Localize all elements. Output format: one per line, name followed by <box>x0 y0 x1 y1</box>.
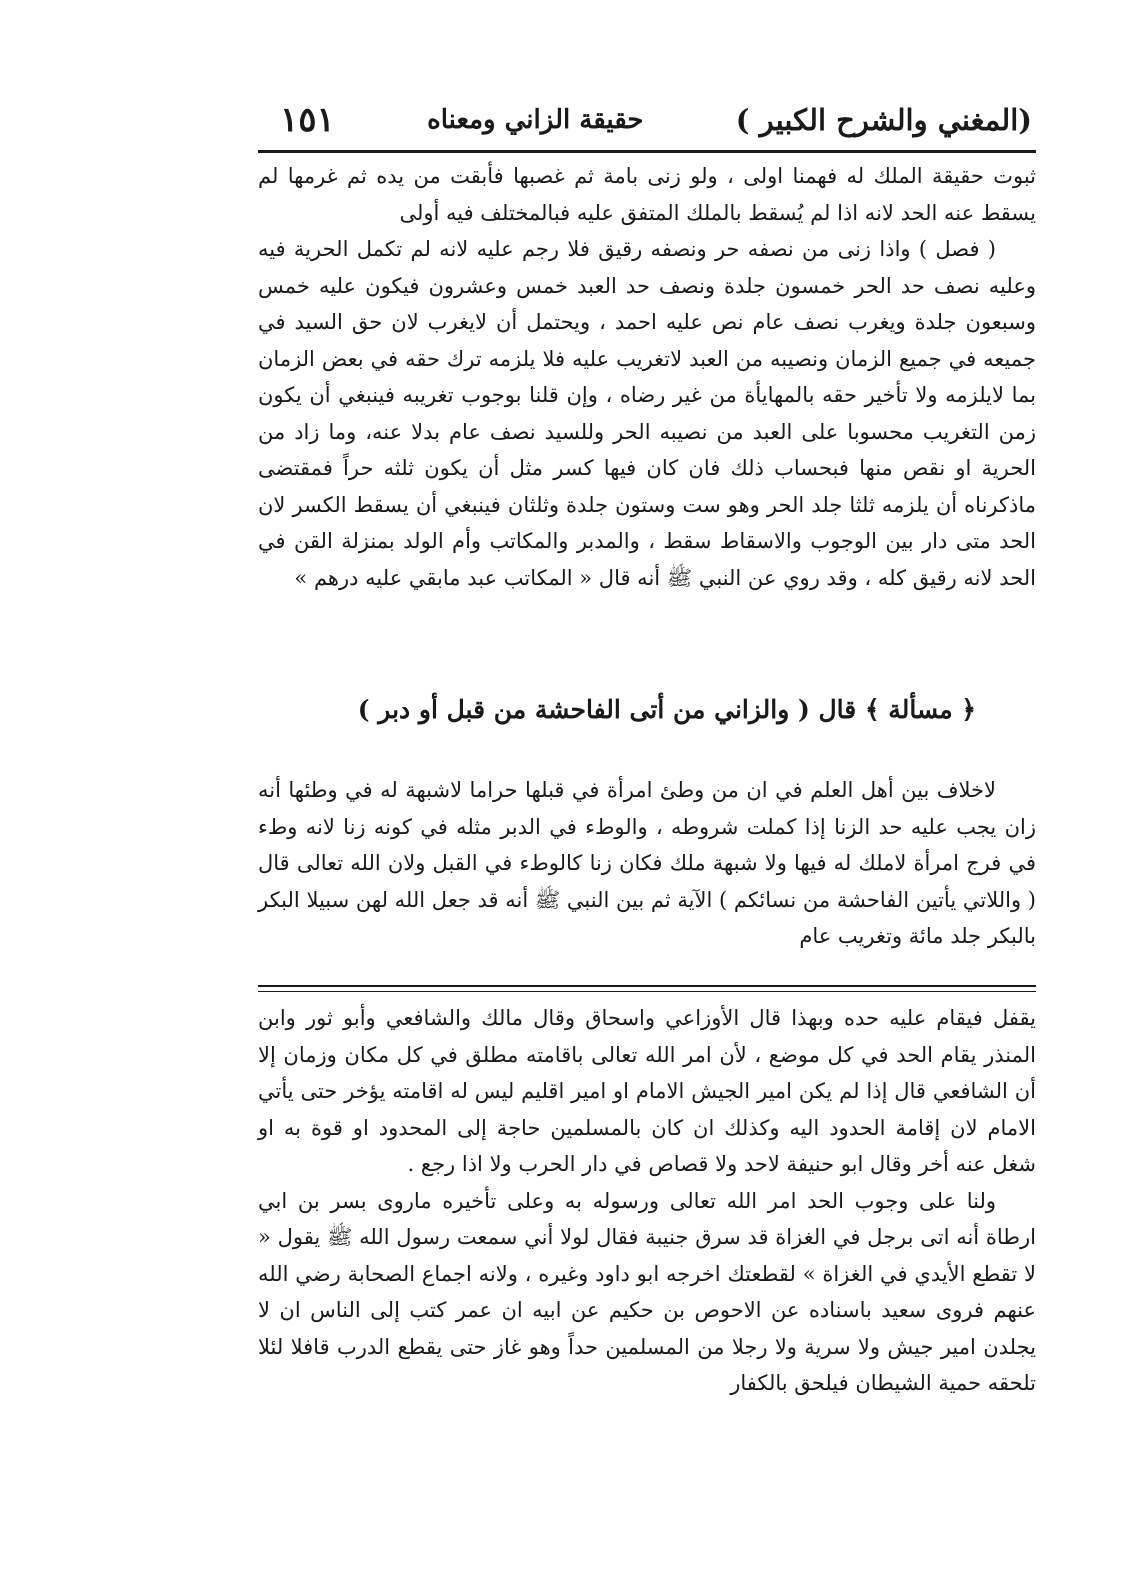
paragraph: ولنا على وجوب الحد امر الله تعالى ورسوله به وعلى تأخيره ماروى بسر بن ابي ارطاة أنه اتى برجل في الغزاة قد سرق جنيبة فقال لولا أني سمعت رسول الله ﷺ يقول « لا تقطع الأيدي في الغزاة » لقطعتك اخرجه ابو داود وغيره ، ولانه اجماع الصحابة رضي الله عنهم فروى سعيد باسناده عن الاحوص بن حكيم عن ابيه ان عمر كتب إلى الناس ان لا يجلدن امير جيش ولا سرية ولا رجلا من المسلمين حداً وهو غاز حتى يقطع الدرب قافلا لئلا تلحقه حمية الشيطان فيلحق بالكفار <box>258 1188 1036 1395</box>
paragraph: لاخلاف بين أهل العلم في ان من وطئ امرأة في قبلها حراما لاشبهة له في وطئها أنه زان يجب عليه حد الزنا إذا كملت شروطه ، والوطء في الدبر مثله في كونه زنا لانه وطء في فرج امرأة لاملك له فيها ولا شبهة ملك فكان زنا كالوطء في القبل ولان الله تعالى قال ( واللاتي يأتين الفاحشة من نسائكم ) الآية ثم بين النبي ﷺ أنه قد جعل الله لهن سبيلا البكر بالبكر جلد مائة وتغريب عام <box>258 778 1036 948</box>
page-number: ١٥١ <box>280 100 335 140</box>
section-divider <box>258 991 1036 992</box>
paragraph: يقفل فيقام عليه حده وبهذا قال الأوزاعي واسحاق وقال مالك والشافعي وأبو ثور وابن المنذر يقام الحد في كل موضع ، لأن امر الله تعالى باقامته مطلق في كل مكان وزمان إلا أن الشافعي قال إذا لم يكن امير الجيش الامام او امير اقليم ليس له اقامته يؤخر حتى يأتي الامام لان إقامة الحدود اليه وكذلك ان كان بالمسلمين حاجة إلى المحدود او قوة به او شغل عنه أخر وقال ابو حنيفة لاحد ولا قصاص في دار الحرب ولا اذا رجع . <box>258 1006 1036 1176</box>
section-divider <box>258 985 1036 987</box>
header-rule <box>258 150 1036 153</box>
book-title: (المغني والشرح الكبير ) <box>735 103 1032 137</box>
paragraph: ( فصل ) واذا زنى من نصفه حر ونصفه رقيق فلا رجم عليه لانه لم تكمل الحرية فيه وعليه نصف حد الحر خمسون جلدة ونصف حد العبد خمس وعشرون فيكون عليه خمس وسبعون جلدة ويغرب نصف عام نص عليه احمد ، ويحتمل أن لايغرب لان حق السيد في جميعه في جميع الزمان ونصيبه من العبد لاتغريب عليه فلا يلزمه ترك حقه في بعض الزمان بما لايلزمه ولا تأخير حقه بالمهايأة من غير رضاه ، وإن قلنا بوجوب تغريبه فينبغي أن يكون زمن التغريب محسوبا على العبد من نصيبه الحر وللسيد نصف عام بدلا عنه، وما زاد من الحرية او نقص منها فبحساب ذلك فان كان فيها كسر مثل أن يكون ثلثه حراً فمقتضى ماذكرناه أن يلزمه ثلثا جلد الحر وهو ست وستون جلدة وثلثان فينبغي أن يسقط الكسر لان الحد متى دار بين الوجوب والاسقاط سقط ، والمدبر والمكاتب وأم الولد بمنزلة القن في الحد لانه رقيق كله ، وقد روي عن النبي ﷺ أنه قال « المكاتب عبد مابقي عليه درهم » <box>258 237 1036 590</box>
masala-heading: ﴿ مسألة ﴾ قال ( والزاني من أتى الفاحشة من قبل أو دبر ) <box>357 695 976 724</box>
section-lower <box>258 1000 1036 1402</box>
paragraph: ثبوت حقيقة الملك له فهمنا اولى ، ولو زنى بامة ثم غصبها فأبقت من يده ثم غرمها لم يسقط عنه الحد لانه اذا لم يُسقط بالملك المتفق عليه فبالمختلف فيه أولى <box>258 164 1036 225</box>
chapter-title: حقيقة الزاني ومعناه <box>427 105 644 135</box>
section-masala-text <box>258 772 1036 955</box>
page-header <box>262 90 1032 150</box>
section-upper <box>258 158 1036 596</box>
